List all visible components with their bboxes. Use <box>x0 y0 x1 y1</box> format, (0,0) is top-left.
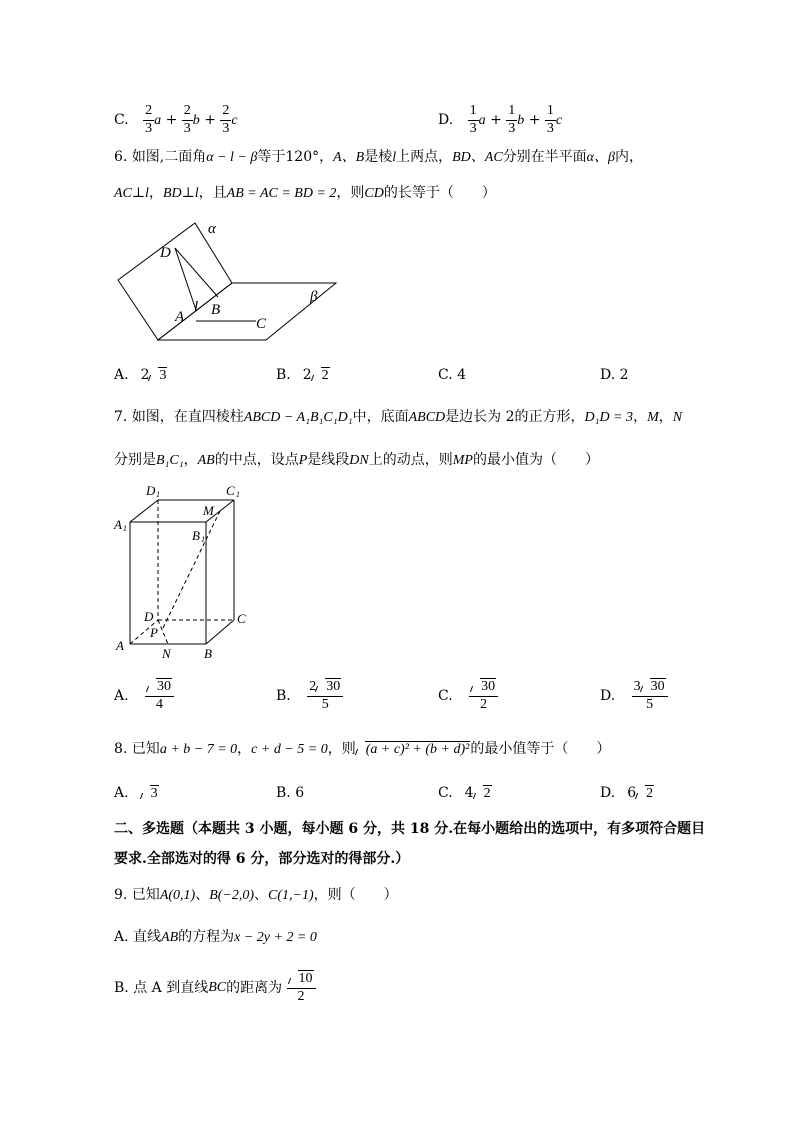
segment-DB <box>175 248 218 297</box>
q5-option-d: D. $\frac{1}{3}$ a + $\frac{1}{3}$ b + $\frac{1}{3}$ c <box>438 103 563 136</box>
label-C: C <box>256 316 267 332</box>
label-D: D <box>160 245 171 261</box>
svg-text:A: A <box>114 517 122 532</box>
q6-option-d: D. 2 <box>600 367 629 383</box>
q6-stem-line2: AC⊥l，BD⊥l，且AB = AC = BD = 2，则CD的长等于（ ） <box>114 185 496 201</box>
segment-DA <box>175 248 196 310</box>
svg-text:D: D <box>144 609 154 624</box>
q7-option-a: A. $\frac{30}{4}$ <box>114 680 174 712</box>
q7-stem-line2: 分别是B₁C₁，AB的中点，设点P是线段DN上的动点，则MP的最小值为（ ） <box>114 452 599 468</box>
svg-text:1: 1 <box>156 490 160 499</box>
svg-text:C: C <box>226 483 235 498</box>
q6-option-b: B. 2 2 <box>276 367 329 383</box>
svg-text:1: 1 <box>123 524 127 533</box>
q7-stem-line1: 7. 如图，在直四棱柱ABCD − A₁B₁C₁D₁中，底面ABCD是边长为 2的正方形，D₁D = 3，M，N <box>114 409 683 425</box>
q9-option-b: B. 点 A 到直线BC的距离为 $\frac{10}{2}$ <box>114 972 316 1004</box>
label-B: B <box>211 302 221 318</box>
svg-text:N: N <box>162 646 171 661</box>
q8-option-c: C. 4 2 <box>438 785 491 801</box>
svg-text:1: 1 <box>236 490 240 499</box>
q6-dihedral-figure <box>110 215 350 350</box>
svg-text:C: C <box>237 611 246 626</box>
q6-stem-line1: 6. 如图,二面角α − l − β等于120°，A、B是棱l上两点，BD、AC分别在半平面α、β内， <box>114 149 643 165</box>
section2-heading-line1: 二、多选题（本题共 3 小题，每小题 6 分，共 18 分.在每小题给出的选项中，有多项符合题目 <box>114 821 706 837</box>
svg-text:A: A <box>116 638 124 653</box>
svg-text:1: 1 <box>201 535 205 544</box>
q6-option-c: C. 4 <box>438 367 467 383</box>
section2-heading-line2: 要求.全部选对的得 6 分，部分选对的得部分.） <box>114 851 410 867</box>
svg-text:M: M <box>203 503 214 518</box>
q7-option-c: C. $\frac{30}{2}$ <box>438 680 498 712</box>
q7-option-d: D. $\frac{3 30}{5}$ <box>600 680 668 712</box>
q5-option-c: C. $\frac{2}{3}$ a + $\frac{2}{3}$ b + $\frac{2}{3}$ c <box>114 103 238 136</box>
svg-text:P: P <box>150 625 158 640</box>
svg-text:B: B <box>192 528 200 543</box>
svg-text:D: D <box>146 483 156 498</box>
q9-option-a: A. 直线AB的方程为x − 2y + 2 = 0 <box>114 929 317 945</box>
q8-option-d: D. 6 2 <box>600 785 654 801</box>
q8-stem: 8. 已知a + b − 7 = 0，c + d − 5 = 0，则 (a + c)² + (b + d)²的最小值等于（ ） <box>114 741 611 757</box>
label-A: A <box>175 309 185 325</box>
segment-DN <box>158 620 168 644</box>
label-l: l <box>194 299 199 315</box>
q8-option-b: B. 6 <box>276 785 305 801</box>
q7-option-b: B. $\frac{2 30}{5}$ <box>276 680 343 712</box>
svg-text:B: B <box>204 646 212 661</box>
segment-MP <box>162 511 220 630</box>
q8-option-a: A. 3 <box>114 785 158 801</box>
label-beta: β <box>310 289 318 305</box>
q9-stem: 9. 已知A(0,1)、B(−2,0)、C(1,−1)，则（ ） <box>114 887 398 903</box>
q7-prism-figure <box>110 482 260 662</box>
label-alpha: α <box>208 221 216 237</box>
q6-option-a: A. 2 3 <box>114 367 167 383</box>
